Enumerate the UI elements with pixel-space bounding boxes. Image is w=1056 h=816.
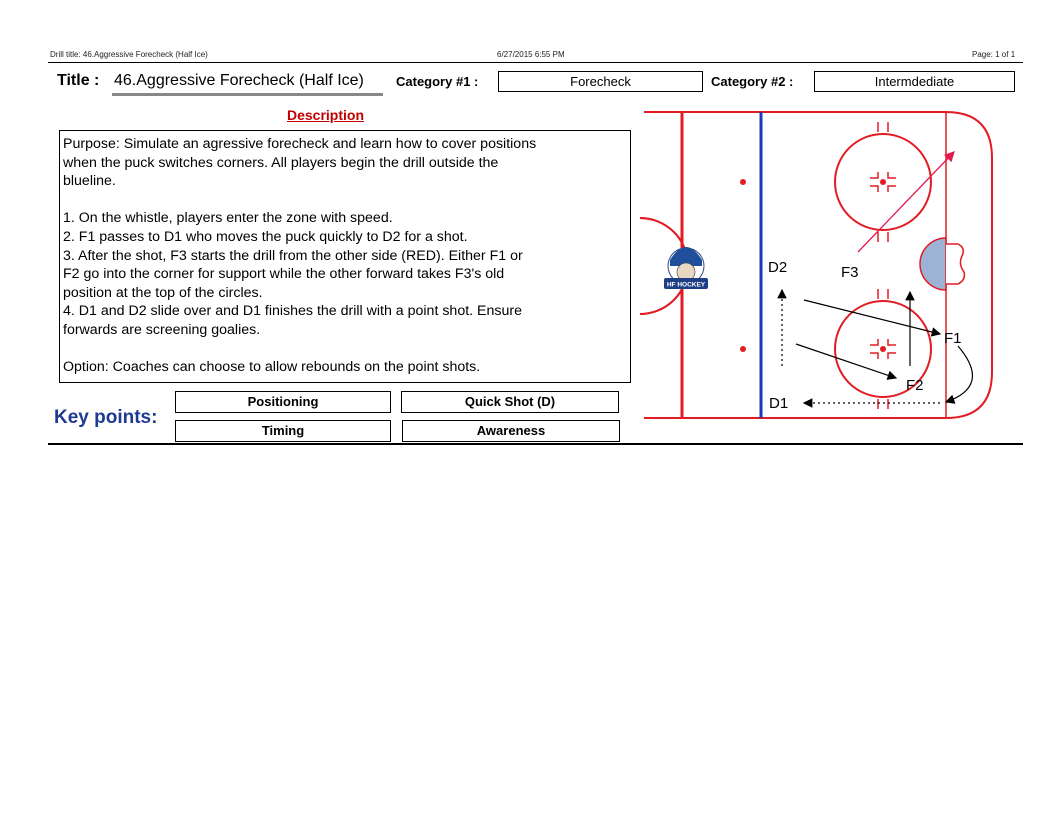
key-point-quick-shot: Quick Shot (D)	[401, 391, 619, 413]
category1-label: Category #1 :	[396, 74, 479, 89]
drill-title-header: Drill title: 46.Aggressive Forecheck (Half Ice)	[50, 50, 208, 59]
category2-field: Intermdediate	[814, 71, 1015, 92]
step-line: 3. After the shot, F3 starts the drill from the other side (RED). Either F1 or	[63, 247, 523, 264]
goal-crease	[920, 238, 946, 290]
label-f2: F2	[906, 377, 924, 394]
title-label: Title :	[57, 72, 100, 89]
option-line: Option: Coaches can choose to allow rebounds on the point shots.	[63, 359, 481, 376]
hf-hockey-logo	[664, 247, 708, 289]
step-line: F2 go into the corner for support while the other forward takes F3's old	[63, 266, 505, 283]
key-points-label: Key points:	[54, 407, 158, 428]
label-d2: D2	[768, 259, 788, 276]
f1-curve-arrow	[946, 346, 972, 402]
key-point-positioning: Positioning	[175, 391, 391, 413]
category1-field: Forecheck	[498, 71, 703, 92]
neutral-dot	[740, 346, 746, 352]
purpose-line: Purpose: Simulate an agressive forecheck and learn how to cover positions	[63, 136, 537, 152]
label-f1: F1	[944, 330, 962, 347]
rink-diagram	[640, 108, 1000, 424]
purpose-line: blueline.	[63, 173, 116, 190]
drill-title: 46.Aggressive Forecheck (Half Ice)	[114, 72, 364, 89]
footer-rule	[48, 443, 1023, 445]
key-point-awareness: Awareness	[402, 420, 620, 442]
title-underline	[112, 93, 383, 96]
f3-red-arrow	[858, 152, 954, 252]
purpose-line: when the puck switches corners. All players begin the drill outside the	[63, 154, 499, 171]
step-line: position at the top of the circles.	[63, 284, 263, 301]
step-line: forwards are screening goalies.	[63, 321, 261, 338]
label-d1: D1	[769, 395, 789, 412]
step-line: 4. D1 and D2 slide over and D1 finishes the drill with a point shot. Ensure	[63, 303, 522, 320]
goal-net	[946, 244, 964, 284]
step-line: 1. On the whistle, players enter the zone with speed.	[63, 210, 393, 227]
neutral-dot	[740, 179, 746, 185]
logo-text: HF HOCKEY	[666, 281, 706, 289]
page-number: Page: 1 of 1	[972, 50, 1016, 59]
key-point-timing: Timing	[175, 420, 391, 442]
label-f3: F3	[841, 264, 859, 281]
step-line: 2. F1 passes to D1 who moves the puck quickly to D2 for a shot.	[63, 228, 468, 245]
header-rule	[48, 62, 1023, 63]
description-box	[59, 130, 631, 383]
timestamp: 6/27/2015 6:55 PM	[497, 50, 565, 59]
description-heading: Description	[287, 107, 365, 123]
category2-label: Category #2 :	[711, 74, 794, 89]
